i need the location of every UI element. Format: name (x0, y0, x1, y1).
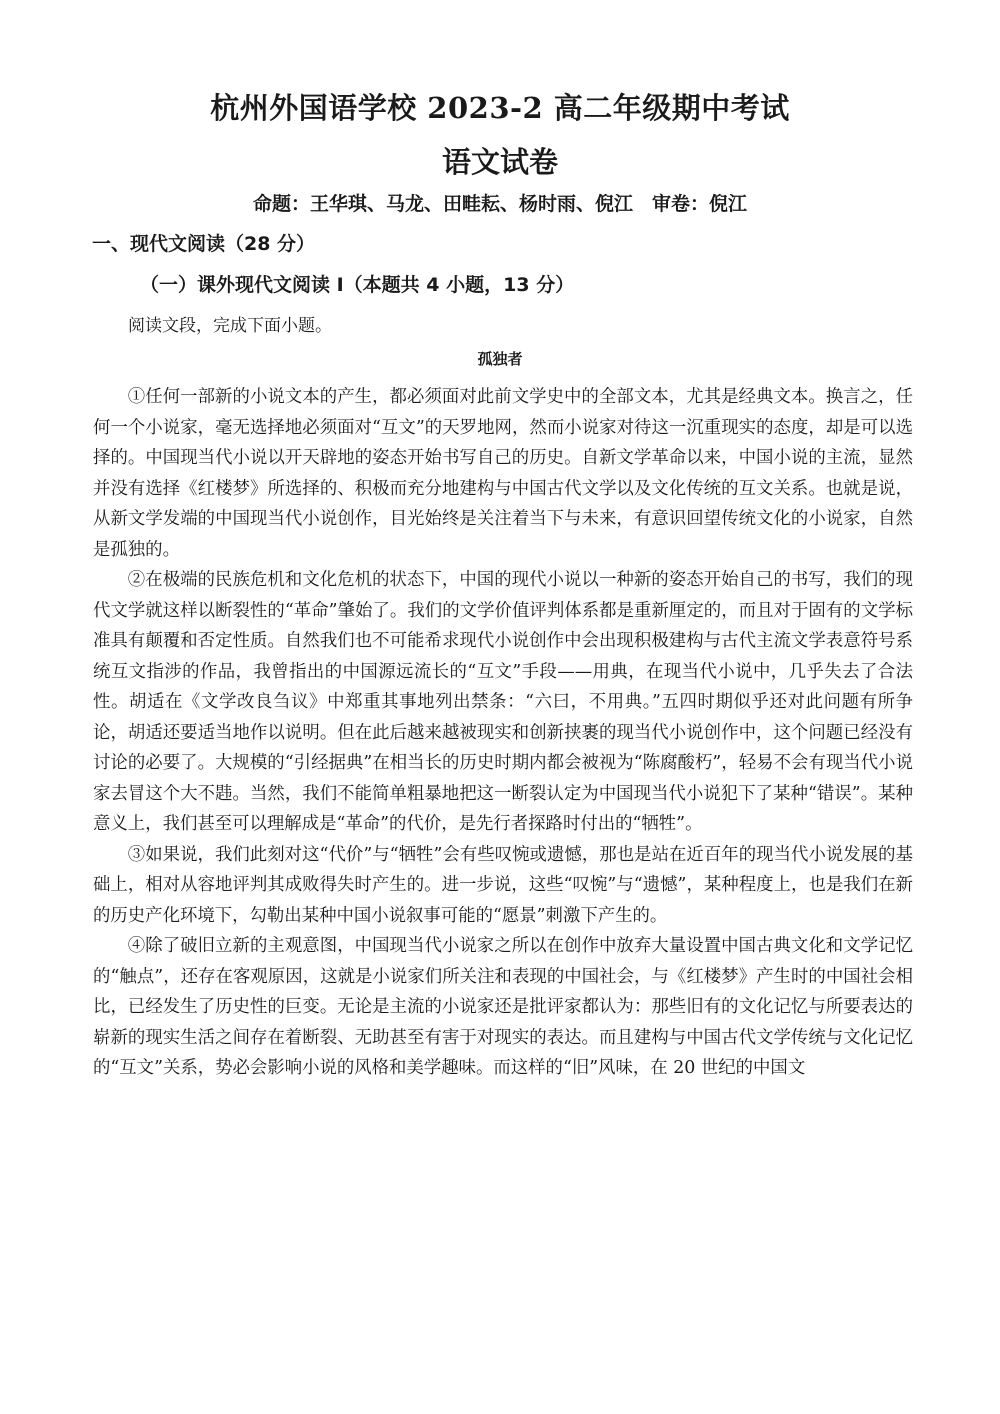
article-paragraph-4: ④除了破旧立新的主观意图，中国现当代小说家之所以在创作中放弃大量设置中国古典文化和文学记忆的“触点”，还存在客观原因，这就是小说家们所关注和表现的中国社会，与《红楼梦》产生时的中国社会相比，已经发生了历史性的巨变。无论是主流的小说家还是批评家都认为：那些旧有的文化记忆与所要表达的崭新的现实生活之间存在着断裂、无助甚至有害于对现实的表达。而且建构与中国古代文学传统与文化记忆的“互文”关系，势必会影响小说的风格和美学趣味。而这样的“旧”风味，在 20 世纪的中国文 (93, 936, 913, 1078)
article-paragraph-2: ②在极端的民族危机和文化危机的状态下，中国的现代小说以一种新的姿态开始自己的书写，我们的现代文学就这样以断裂性的“革命”肇始了。我们的文学价值评判体系都是重新厘定的，而且对于固有的文学标准具有颠覆和否定性质。自然我们也不可能希求现代小说创作中会出现积极建构与古代主流文学表意符号系统互文指涉的作品，我曾指出的中国源远流长的“互文”手段——用典，在现当代小说中，几乎失去了合法性。胡适在《文学改良刍议》中郑重其事地列出禁条：“六曰，不用典。”五四时期似乎还对此问题有所争论，胡适还要适当地作以说明。但在此后越来越被现实和创新挟裹的现当代小说创作中，这个问题已经没有讨论的必要了。大规模的“引经据典”在相当长的历史时期内都会被视为“陈腐酸朽”，轻易不会有现当代小说家去冒这个大不韪。当然，我们不能简单粗暴地把这一断裂认定为中国现当代小说犯下了某种“错误”。某种意义上，我们甚至可以理解成是“革命”的代价，是先行者探路时付出的“牺牲”。 (93, 570, 913, 834)
subsection-heading: （一）课外现代文阅读 I（本题共 4 小题，13 分） (140, 274, 575, 296)
article-title: 孤独者 (477, 350, 523, 368)
article-paragraph-3: ③如果说，我们此刻对这“代价”与“牺牲”会有些叹惋或遗憾，那也是站在近百年的现当代小说发展的基础上，相对从容地评判其成败得失时产生的。进一步说，这些“叹惋”与“遗憾”，某种程度上，也是我们在新的历史产化环境下，勾勒出某种中国小说叙事可能的“愿景”刺激下产生的。 (93, 844, 913, 926)
exam-title: 杭州外国语学校 2023-2 高二年级期中考试 (210, 91, 790, 125)
article-paragraph-1: ①任何一部新的小说文本的产生，都必须面对此前文学史中的全部文本，尤其是经典文本。换言之，任何一个小说家，毫无选择地必须面对“互文”的天罗地网，然而小说家对待这一沉重现实的态度，却是可以选择的。中国现当代小说以开天辟地的姿态开始书写自己的历史。自新文学革命以来，中国小说的主流，显然并没有选择《红楼梦》所选择的、积极而充分地建构与中国古代文学以及文化传统的互文关系。也就是说，从新文学发端的中国现当代小说创作，目光始终是关注着当下与未来，有意识回望传统文化的小说家，自然是孤独的。 (93, 387, 913, 560)
reading-instruction: 阅读文段，完成下面小题。 (128, 316, 332, 336)
exam-subtitle: 语文试卷 (441, 145, 558, 179)
section-heading: 一、现代文阅读（28 分） (92, 233, 316, 255)
article-body (93, 382, 913, 1084)
exam-authors: 命题：王华琪、马龙、田畦耘、杨时雨、倪江 审卷：倪江 (252, 193, 747, 215)
